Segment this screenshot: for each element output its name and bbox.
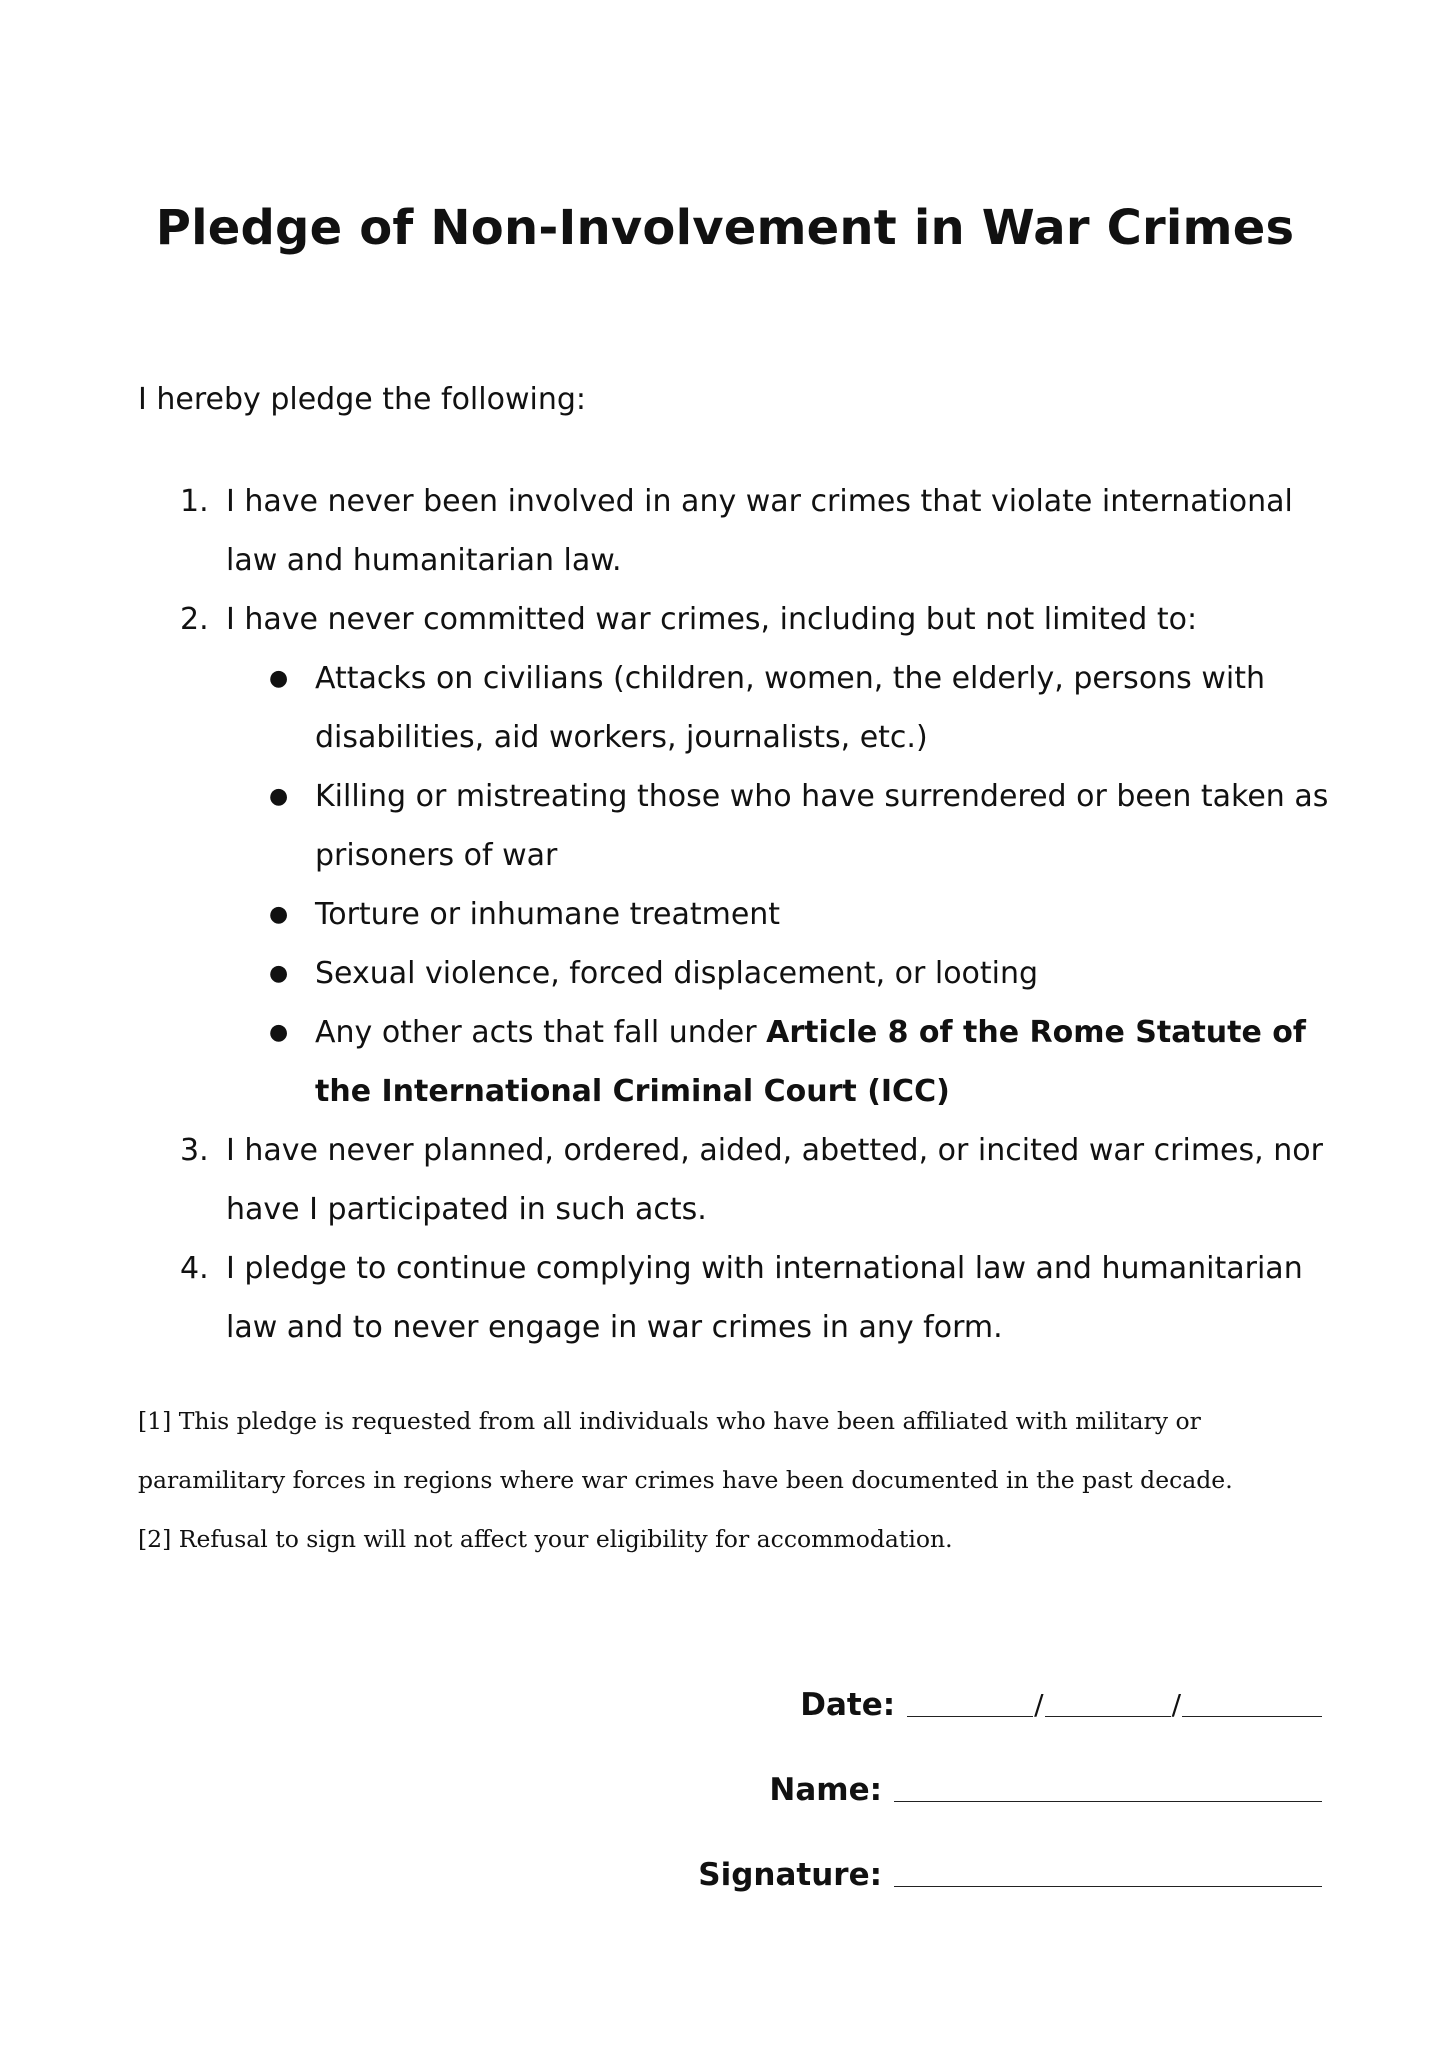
sub-item-text: Killing or mistreating those who have surrendered or been taken as prisoners of war — [315, 779, 1329, 873]
pledge-number: 2. — [180, 602, 209, 637]
footnote-1: [1] This pledge is requested from all individuals who have been affiliated with military or — [138, 1407, 1201, 1435]
date-separator: / — [1034, 1688, 1044, 1721]
document-title: Pledge of Non-Involvement in War Crimes — [155, 200, 1295, 256]
name-row — [698, 1725, 1322, 1810]
date-field — [907, 1685, 1322, 1725]
footnote-1-continued: paramilitary forces in regions where war crimes have been documented in the past decade. — [138, 1466, 1233, 1494]
sub-item-text: Attacks on civilians (children, women, the elderly, persons with disabilities, aid workers, journalists, etc.) — [315, 661, 1265, 755]
pledge-text: I have never planned, ordered, aided, abetted, or incited war crimes, nor have I participated in such acts. — [226, 1133, 1323, 1227]
sub-item-text-prefix: Any other acts that fall under — [315, 1015, 767, 1050]
date-label: Date: — [800, 1687, 896, 1723]
pledge-text: I have never been involved in any war crimes that violate international law and humanitarian law. — [226, 484, 1293, 578]
pledge-text: I pledge to continue complying with international law and humanitarian law and to never engage in war crimes in any form. — [226, 1251, 1303, 1345]
signature-blank[interactable] — [894, 1856, 1322, 1887]
pledge-item-4 — [0, 1239, 1450, 1357]
date-separator: / — [1171, 1688, 1181, 1721]
pledge-item-3 — [0, 1121, 1450, 1239]
sub-item — [226, 885, 1350, 944]
sub-item-text: Torture or inhumane treatment — [315, 897, 781, 932]
bullet-icon: ● — [269, 784, 289, 809]
date-year-blank[interactable] — [1182, 1686, 1322, 1717]
signature-label: Signature: — [698, 1857, 882, 1893]
name-blank[interactable] — [894, 1771, 1322, 1802]
footnote-2: [2] Refusal to sign will not affect your eligibility for accommodation. — [138, 1525, 953, 1553]
pledge-list — [0, 472, 1450, 1357]
pledge-number: 4. — [180, 1251, 209, 1286]
sub-item-text: Sexual violence, forced displacement, or looting — [315, 956, 1039, 991]
sub-item — [226, 649, 1350, 767]
bullet-icon: ● — [269, 902, 289, 927]
war-crimes-sub-list — [226, 649, 1350, 1121]
signature-block — [698, 1640, 1322, 1895]
intro-text: I hereby pledge the following: — [138, 382, 586, 417]
pledge-number: 3. — [180, 1133, 209, 1168]
date-day-blank[interactable] — [1045, 1686, 1171, 1717]
bullet-icon: ● — [269, 666, 289, 691]
rome-statute-reference: Article 8 of the Rome Statute of the International Criminal Court (ICC) — [315, 1015, 1306, 1109]
pledge-item-1 — [0, 472, 1450, 590]
name-label: Name: — [769, 1772, 882, 1808]
sub-item — [226, 1003, 1350, 1121]
bullet-icon: ● — [269, 961, 289, 986]
sub-item — [226, 944, 1350, 1003]
pledge-item-2 — [0, 590, 1450, 1121]
footnotes — [138, 1392, 1338, 1569]
pledge-number: 1. — [180, 484, 209, 519]
sub-item — [226, 767, 1350, 885]
signature-row — [698, 1810, 1322, 1895]
date-month-blank[interactable] — [907, 1686, 1033, 1717]
bullet-icon: ● — [269, 1020, 289, 1045]
pledge-text: I have never committed war crimes, including but not limited to: — [226, 602, 1198, 637]
date-row — [698, 1640, 1322, 1725]
